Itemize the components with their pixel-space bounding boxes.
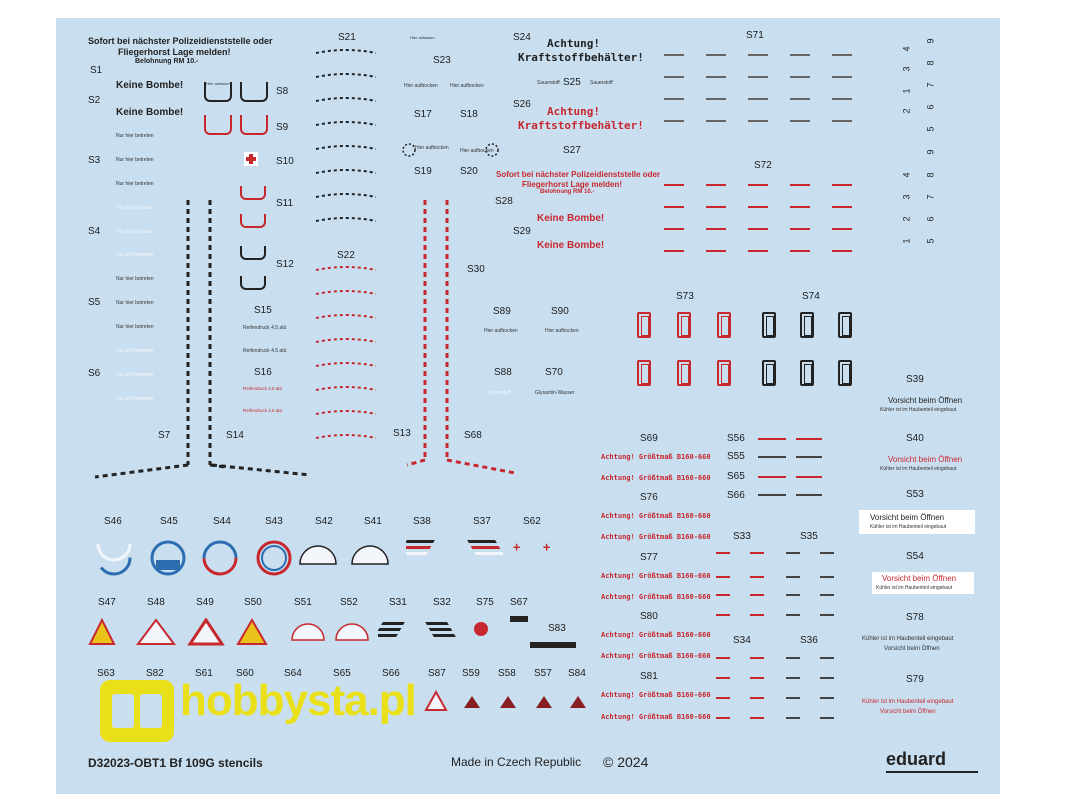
sofort-stencil-red: Sofort bei nächster Polizeidienststelle oder: [496, 170, 661, 179]
fliegerhorst-stencil-red: Fliegerhorst Lage melden!: [522, 180, 623, 189]
label-s59: S59: [462, 668, 480, 679]
label-s57: S57: [534, 668, 552, 679]
half-domes-s41-s42: [296, 536, 406, 566]
belohnung-stencil-dark: Belohnung RM 10.-: [135, 58, 199, 65]
label-s32: S32: [433, 597, 451, 608]
label-s44: S44: [213, 516, 231, 527]
number-5-a: 5: [925, 126, 936, 132]
bracket-red-3: [717, 312, 731, 338]
achtung-groesstmass-7: Achtung! Größtmaß B160-660: [601, 631, 711, 639]
vorsicht-s79: Vorsicht beim Öffnen: [880, 709, 936, 715]
label-s69: S69: [640, 433, 658, 444]
panel-outline-s9-left: [204, 115, 232, 135]
label-s7: S7: [158, 430, 171, 441]
label-s5: S5: [88, 297, 101, 308]
label-s42: S42: [315, 516, 333, 527]
bracket-dark-2: [800, 312, 814, 338]
label-s51: S51: [294, 597, 312, 608]
panel-outline-s9-right: [240, 115, 268, 135]
achtung-groesstmass-10: Achtung! Größtmaß B160-660: [601, 713, 711, 721]
label-s16: S16: [254, 367, 272, 378]
eduard-logo-underline: [886, 771, 978, 773]
warning-triangles-s47-s50: [88, 618, 288, 648]
sauerstoff-s25-right: Sauerstoff: [590, 80, 613, 86]
bracket-red-5: [677, 360, 691, 386]
label-s48: S48: [147, 597, 165, 608]
label-s40: S40: [906, 433, 924, 444]
label-s65-lower: S65: [333, 668, 351, 679]
hier-aufbocken-s17: Hier aufbocken: [404, 83, 438, 89]
label-s76: S76: [640, 492, 658, 503]
label-s31: S31: [389, 597, 407, 608]
label-s78: S78: [906, 612, 924, 623]
label-s22: S22: [337, 250, 355, 261]
nur-hier-betreten-3: Nur hier betreten: [116, 181, 154, 187]
label-s10: S10: [276, 156, 294, 167]
label-s19: S19: [414, 166, 432, 177]
red-dot-s75: [474, 622, 488, 636]
label-s70: S70: [545, 367, 563, 378]
label-s74: S74: [802, 291, 820, 302]
nur-hier-betreten-5: Nur hier betreten: [116, 300, 154, 306]
label-s63: S63: [97, 668, 115, 679]
label-s8: S8: [276, 86, 289, 97]
nur-hier-betreten-2: Nur hier betreten: [116, 157, 154, 163]
vorsicht-s39: Vorsicht beim Öffnen: [888, 396, 963, 405]
filler-circles-s43-s46: [88, 534, 328, 584]
dark-bar-s83: [530, 642, 576, 648]
label-s56: S56: [727, 433, 745, 444]
number-3-a: 3: [901, 66, 912, 72]
dark-block-s67: [510, 616, 528, 622]
nur-hier-betreten-white-1: Nur hier betreten: [116, 205, 154, 211]
number-3-b: 3: [901, 194, 912, 200]
label-s15: S15: [254, 305, 272, 316]
achtung-groesstmass-2: Achtung! Größtmaß B160-660: [601, 474, 711, 482]
achtung-groesstmass-3: Achtung! Größtmaß B160-660: [601, 512, 711, 520]
label-s37: S37: [473, 516, 491, 527]
reifendruck-red-1: Reifendruck 4,5 atü: [243, 386, 283, 391]
label-s12: S12: [276, 259, 294, 270]
walkway-line-s14-end: [210, 440, 320, 480]
label-s23: S23: [433, 55, 451, 66]
bracket-dark-6: [838, 360, 852, 386]
keine-bombe-red-1: Keine Bombe!: [537, 213, 605, 224]
label-s36: S36: [800, 635, 818, 646]
number-1-a: 1: [901, 88, 912, 94]
achtung-groesstmass-4: Achtung! Größtmaß B160-660: [601, 533, 711, 541]
sheet-code-title: D32023-OBT1 Bf 109G stencils: [88, 756, 263, 770]
label-s82: S82: [146, 668, 164, 679]
label-s25: S25: [563, 77, 581, 88]
glysantin-s70: Glysantin-Wasser: [535, 390, 575, 396]
label-s72: S72: [754, 160, 772, 171]
watermark-logo-block: [100, 680, 174, 742]
label-s14: S14: [226, 430, 244, 441]
number-2-b: 2: [901, 216, 912, 222]
hier-aufbocken-s19: Hier aufbocken: [415, 145, 449, 151]
label-s33: S33: [733, 531, 751, 542]
label-s45: S45: [160, 516, 178, 527]
small-stencils-s55-s66: [756, 436, 836, 498]
stencil-grid-s72: [664, 180, 874, 270]
stencil-grid-s71: [664, 50, 874, 140]
label-s84: S84: [568, 668, 586, 679]
copyright-text: © 2024: [603, 754, 649, 770]
number-7-a: 7: [925, 82, 936, 88]
label-s43: S43: [265, 516, 283, 527]
nur-hier-betreten-white-2: Nur hier betreten: [116, 229, 154, 235]
number-4-a: 4: [901, 46, 912, 52]
stripes-s37-s38: [406, 538, 506, 558]
achtung-groesstmass-1: Achtung! Größtmaß B160-660: [601, 453, 711, 461]
label-s41: S41: [364, 516, 382, 527]
bracket-dark-1: [762, 312, 776, 338]
kuehler-s79: Kühler ist im Haubenteil eingebaut: [862, 699, 954, 705]
number-6-b: 6: [925, 216, 936, 222]
achtung-groesstmass-6: Achtung! Größtmaß B160-660: [601, 593, 711, 601]
nur-hier-betreten-6: Nur hier betreten: [116, 324, 154, 330]
label-s60: S60: [236, 668, 254, 679]
stripes-s31-s32: [378, 620, 468, 640]
number-5-b: 5: [925, 238, 936, 244]
kuehler-s40: Kühler ist im Haubenteil eingebaut: [880, 466, 957, 472]
hier-aufbocken-s20: Hier aufbocken: [460, 148, 494, 154]
label-s54: S54: [906, 551, 924, 562]
s23-caption: Hier anfassen: [410, 35, 435, 40]
vorsicht-s54: Vorsicht beim Öffnen: [882, 574, 957, 583]
fliegerhorst-stencil-dark: Fliegerhorst Lage melden!: [118, 47, 231, 57]
hier-aufbocken-s18: Hier aufbocken: [450, 83, 484, 89]
hier-anfassen-s8-left: Hier anfassen: [206, 81, 231, 86]
eduard-logo: eduard: [886, 749, 947, 769]
label-s35: S35: [800, 531, 818, 542]
label-s17: S17: [414, 109, 432, 120]
kraftstoff-red: Kraftstoffbehälter!: [518, 119, 644, 132]
bracket-red-1: [637, 312, 651, 338]
label-s11: S11: [276, 198, 294, 209]
label-s61: S61: [195, 668, 213, 679]
panel-outline-s12-b: [240, 276, 266, 290]
half-domes-s51-s52: [290, 618, 380, 642]
number-9-b: 9: [925, 149, 936, 155]
label-s79: S79: [906, 674, 924, 685]
small-triangles-s57-s87: [420, 690, 590, 714]
red-cross-s62-a: +: [513, 540, 521, 554]
label-s26: S26: [513, 99, 531, 110]
nur-hier-betreten-white-6: Nur hier betreten: [116, 396, 154, 402]
label-s67: S67: [510, 597, 528, 608]
label-s4: S4: [88, 226, 101, 237]
achtung-dark: Achtung!: [547, 37, 600, 50]
label-s87: S87: [428, 668, 446, 679]
keine-bombe-red-2: Keine Bombe!: [537, 240, 605, 251]
label-s80: S80: [640, 611, 658, 622]
number-1-b: 1: [901, 238, 912, 244]
label-s58: S58: [498, 668, 516, 679]
label-s55: S55: [727, 451, 745, 462]
label-s21: S21: [338, 32, 356, 43]
label-s6: S6: [88, 368, 101, 379]
label-s68: S68: [464, 430, 482, 441]
label-s83: S83: [548, 623, 566, 634]
kraftstoff-dark: Kraftstoffbehälter!: [518, 51, 644, 64]
nur-hier-betreten-4: Nur hier betreten: [116, 276, 154, 282]
label-s24: S24: [513, 32, 531, 43]
panel-outline-s11-a: [240, 186, 266, 200]
label-s66-lower: S66: [382, 668, 400, 679]
kuehler-s39: Kühler ist im Haubenteil eingebaut: [880, 407, 957, 413]
label-s27: S27: [563, 145, 581, 156]
vorsicht-s40: Vorsicht beim Öffnen: [888, 455, 963, 464]
vorsicht-s78: Vorsicht beim Öffnen: [884, 646, 940, 652]
made-in-text: Made in Czech Republic: [451, 755, 582, 769]
label-s9: S9: [276, 122, 289, 133]
bracket-dark-5: [800, 360, 814, 386]
number-2-a: 2: [901, 108, 912, 114]
dashed-arcs-s22-red: [312, 262, 382, 452]
nur-hier-betreten-white-5: Nur hier betreten: [116, 372, 154, 378]
kuehler-s53: Kühler ist im Haubenteil eingebaut: [870, 524, 947, 530]
label-s2: S2: [88, 95, 101, 106]
label-s28: S28: [495, 196, 513, 207]
red-cross-s62-b: +: [543, 540, 551, 554]
label-s39: S39: [906, 374, 924, 385]
hier-aufbocken-s90: Hier aufbocken: [545, 328, 579, 334]
label-s38: S38: [413, 516, 431, 527]
number-8-b: 8: [925, 172, 936, 178]
label-s20: S20: [460, 166, 478, 177]
reifendruck-red-2: Reifendruck 4,5 atü: [243, 408, 283, 413]
bracket-red-6: [717, 360, 731, 386]
keine-bombe-stencil-2: Keine Bombe!: [116, 107, 184, 118]
label-s34: S34: [733, 635, 751, 646]
bracket-red-4: [637, 360, 651, 386]
label-s90: S90: [551, 306, 569, 317]
label-s52: S52: [340, 597, 358, 608]
keine-bombe-stencil-1: Keine Bombe!: [116, 80, 184, 91]
label-s66: S66: [727, 490, 745, 501]
label-s47: S47: [98, 597, 116, 608]
label-s88: S88: [494, 367, 512, 378]
label-s46: S46: [104, 516, 122, 527]
reifendruck-1: Reifendruck 4,5 atü: [243, 325, 287, 331]
achtung-groesstmass-5: Achtung! Größtmaß B160-660: [601, 572, 711, 580]
label-s89: S89: [493, 306, 511, 317]
label-s18: S18: [460, 109, 478, 120]
label-s71: S71: [746, 30, 764, 41]
label-s49: S49: [196, 597, 214, 608]
label-s3: S3: [88, 155, 101, 166]
nur-hier-betreten-white-4: Nur hier betreten: [116, 348, 154, 354]
walkway-line-s7-s14: [90, 195, 230, 485]
dashed-arcs-s21-dark: [312, 45, 382, 245]
label-s1: S1: [90, 65, 103, 76]
label-s64: S64: [284, 668, 302, 679]
number-6-a: 6: [925, 104, 936, 110]
label-s50: S50: [244, 597, 262, 608]
label-s73: S73: [676, 291, 694, 302]
label-s62: S62: [523, 516, 541, 527]
number-9-a: 9: [925, 38, 936, 44]
label-s29: S29: [513, 226, 531, 237]
hier-aufbocken-s89: Hier aufbocken: [484, 328, 518, 334]
reifendruck-2: Reifendruck 4,5 atü: [243, 348, 287, 354]
vorsicht-s53: Vorsicht beim Öffnen: [870, 513, 945, 522]
sofort-stencil-dark: Sofort bei nächster Polizeidienststelle oder: [88, 36, 273, 46]
sauerstoff-s25-left: Sauerstoff: [537, 80, 560, 86]
small-marks-s33-s35: [716, 550, 846, 620]
label-s77: S77: [640, 552, 658, 563]
label-s81: S81: [640, 671, 658, 682]
label-s30: S30: [467, 264, 485, 275]
achtung-groesstmass-9: Achtung! Größtmaß B160-660: [601, 691, 711, 699]
bracket-dark-3: [838, 312, 852, 338]
achtung-red: Achtung!: [547, 105, 600, 118]
panel-outline-s12-a: [240, 246, 266, 260]
belohnung-stencil-red: Belohnung RM 10.-: [540, 189, 595, 195]
nur-hier-betreten-white-3: Nur hier betreten: [116, 252, 154, 258]
number-8-a: 8: [925, 60, 936, 66]
label-s53: S53: [906, 489, 924, 500]
bracket-dark-4: [762, 360, 776, 386]
first-aid-cross-s10: [244, 152, 258, 166]
label-s13: S13: [393, 428, 411, 439]
panel-outline-s11-b: [240, 214, 266, 228]
achtung-groesstmass-8: Achtung! Größtmaß B160-660: [601, 652, 711, 660]
label-s65: S65: [727, 471, 745, 482]
bracket-red-2: [677, 312, 691, 338]
small-marks-s34-s36: [716, 655, 846, 725]
number-4-b: 4: [901, 172, 912, 178]
kuehler-s54: Kühler ist im Haubenteil eingebaut: [876, 585, 953, 591]
kuehler-s78: Kühler ist im Haubenteil eingebaut: [862, 636, 954, 642]
sauerstoff-s88: Sauerstoff: [488, 390, 511, 396]
number-7-b: 7: [925, 194, 936, 200]
nur-hier-betreten-1: Nur hier betreten: [116, 133, 154, 139]
panel-outline-s8-right: [240, 82, 268, 102]
label-s75: S75: [476, 597, 494, 608]
watermark-text: hobbysta.pl: [180, 676, 416, 725]
